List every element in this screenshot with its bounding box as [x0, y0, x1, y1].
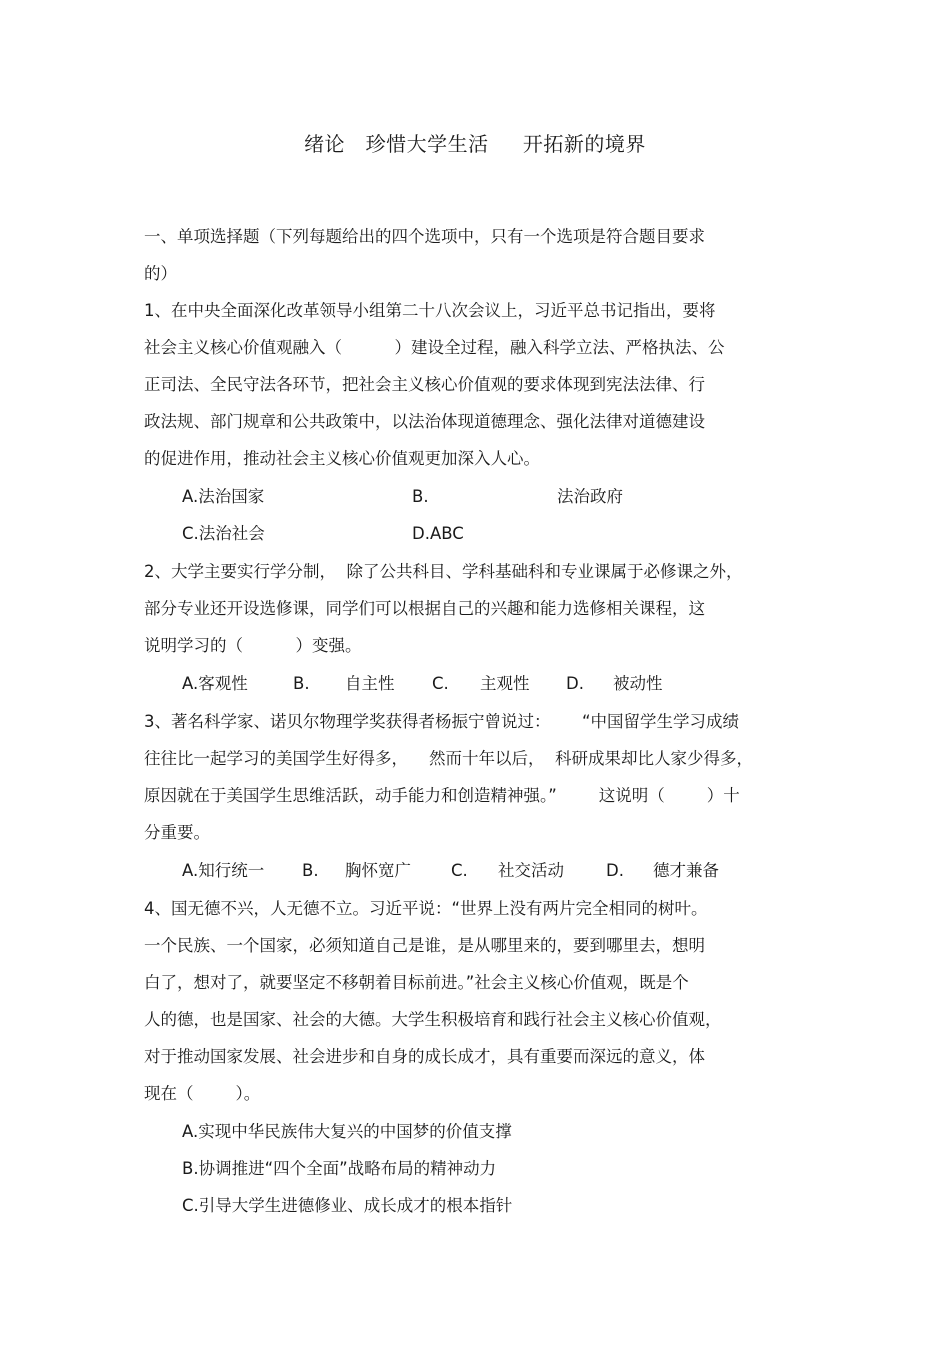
q2-option-c-text: 主观性 [480, 674, 530, 693]
q1-option-a: A.法治国家 [182, 487, 265, 506]
q3-line-3: 原因就在于美国学生思维活跃，动手能力和创造精神强。” 这说明（ ）十 [144, 786, 740, 805]
q2-line-3: 说明学习的（ ）变强。 [144, 636, 362, 655]
q4-line-5: 对于推动国家发展、社会进步和自身的成长成才，具有重要而深远的意义，体 [144, 1047, 705, 1066]
q3-option-b-text: 胸怀宽广 [345, 861, 411, 880]
q4-line-2: 一个民族、一个国家，必须知道自己是谁，是从哪里来的，要到哪里去，想明 [144, 936, 705, 955]
q2-line-1: 2、大学主要实行学分制， 除了公共科目、学科基础科和专业课属于必修课之外， [144, 562, 743, 581]
q3-option-d-letter: D. [606, 861, 624, 880]
q3-option-c-text: 社交活动 [498, 861, 564, 880]
q1-line-4: 政法规、部门规章和公共政策中，以法治体现道德理念、强化法律对道德建设 [144, 412, 705, 431]
q4-option-a: A.实现中华民族伟大复兴的中国梦的价值支撑 [182, 1122, 512, 1141]
page-title: 绪论 珍惜大学生活 开拓新的境界 [304, 132, 646, 156]
q4-line-6: 现在（ ）。 [144, 1084, 261, 1103]
q3-option-c-letter: C. [451, 861, 468, 880]
q4-line-4: 人的德，也是国家、社会的大德。大学生积极培育和践行社会主义核心价值观， [144, 1010, 722, 1029]
q2-option-d-letter: D. [566, 674, 584, 693]
q1-line-3: 正司法、全民守法各环节，把社会主义核心价值观的要求体现到宪法法律、行 [144, 375, 705, 394]
section-heading-line-1: 一、单项选择题（下列每题给出的四个选项中，只有一个选项是符合题目要求 [144, 227, 705, 246]
q4-line-3: 白了，想对了，就要坚定不移朝着目标前进。”社会主义核心价值观，既是个 [144, 973, 689, 992]
q1-option-d: D.ABC [412, 524, 464, 543]
q2-option-b-letter: B. [293, 674, 310, 693]
q1-option-c: C.法治社会 [182, 524, 265, 543]
q2-option-c-letter: C. [432, 674, 449, 693]
q3-line-1: 3、著名科学家、诺贝尔物理学奖获得者杨振宁曾说过： “中国留学生学习成绩 [144, 712, 740, 731]
q4-option-b: B.协调推进“四个全面”战略布局的精神动力 [182, 1159, 497, 1178]
q4-line-1: 4、国无德不兴，人无德不立。习近平说：“世界上没有两片完全相同的树叶。 [144, 899, 708, 918]
q1-option-b-text: 法治政府 [557, 487, 623, 506]
q3-line-2: 往往比一起学习的美国学生好得多， 然而十年以后， 科研成果却比人家少得多， [144, 749, 753, 768]
q4-option-c: C.引导大学生进德修业、成长成才的根本指针 [182, 1196, 513, 1215]
q1-line-1: 1、在中央全面深化改革领导小组第二十八次会议上，习近平总书记指出，要将 [144, 301, 716, 320]
q3-line-4: 分重要。 [144, 823, 210, 842]
q3-option-a: A.知行统一 [182, 861, 265, 880]
section-heading-line-2: 的） [144, 264, 177, 283]
q3-option-d-text: 德才兼备 [653, 861, 719, 880]
q1-option-b-letter: B. [412, 487, 429, 506]
q2-line-2: 部分专业还开设选修课，同学们可以根据自己的兴趣和能力选修相关课程，这 [144, 599, 705, 618]
q1-line-5: 的促进作用，推动社会主义核心价值观更加深入人心。 [144, 449, 540, 468]
q1-line-2: 社会主义核心价值观融入（ ）建设全过程，融入科学立法、严格执法、公 [144, 338, 725, 357]
q2-option-a: A.客观性 [182, 674, 248, 693]
q3-option-b-letter: B. [302, 861, 319, 880]
q2-option-b-text: 自主性 [345, 674, 395, 693]
q2-option-d-text: 被动性 [613, 674, 663, 693]
